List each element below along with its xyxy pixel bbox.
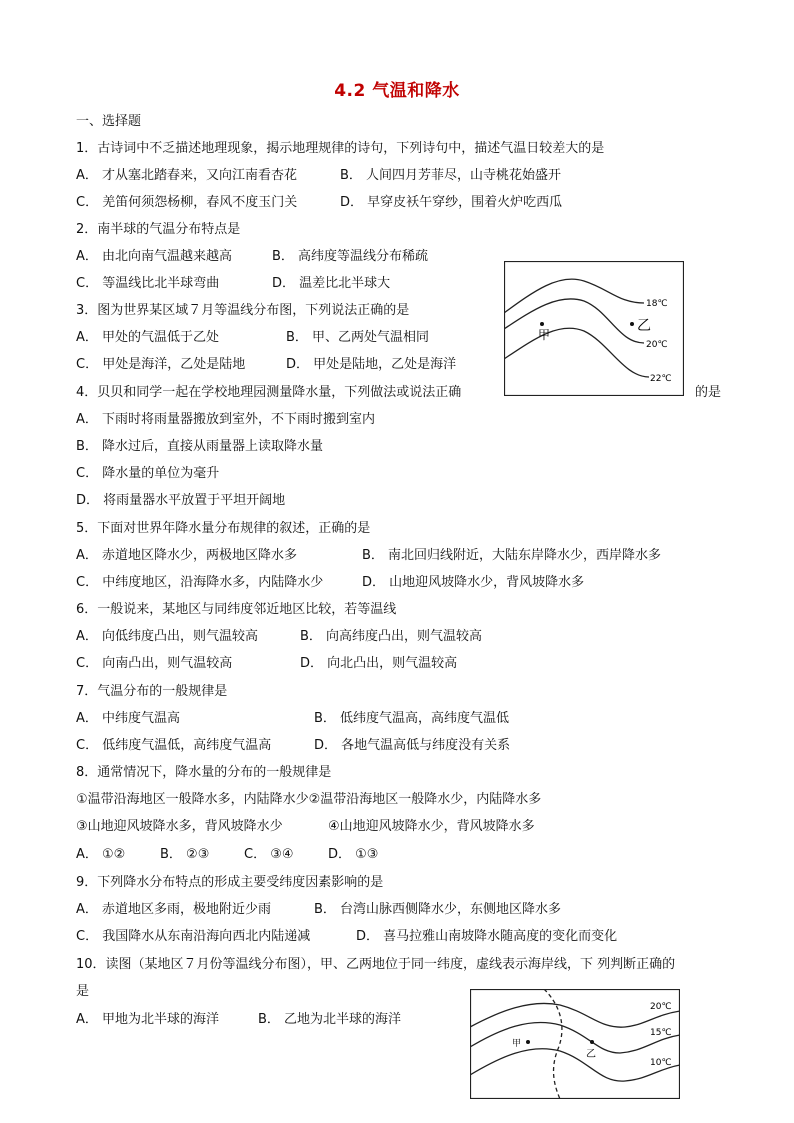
question-5-option-d[interactable]: D． 山地迎风坡降水少，背风坡降水多 (362, 575, 585, 590)
question-5-option-b[interactable]: B． 南北回归线附近，大陆东岸降水少，西岸降水多 (362, 548, 662, 563)
question-4-stem: 4．贝贝和同学一起在学校地理园测量降水量，下列做法或说法正确 (76, 385, 462, 400)
isotherm-map-figure-2 (470, 989, 680, 1099)
question-2-option-a[interactable]: A． 由北向南气温越来越高 (76, 249, 233, 264)
point-yi-marker (590, 1040, 594, 1044)
question-8-item-3: ③山地迎风坡降水多，背风坡降水少 (76, 819, 283, 834)
section-heading: 一、选择题 (76, 114, 142, 129)
point-jia-label: 甲 (512, 1039, 522, 1049)
isotherm-label-20: 20℃ (646, 340, 668, 350)
question-9-option-b[interactable]: B． 台湾山脉西侧降水少，东侧地区降水多 (314, 902, 562, 917)
isotherm-label-18: 18℃ (646, 299, 668, 309)
question-10-stem: 10．读图（某地区７月份等温线分布图），甲、乙两地位于同一纬度，虚线表示海岸线，下 列判断正确的 (76, 957, 676, 972)
isotherm-map-figure-1 (504, 261, 684, 396)
question-8-items-1-2: ①温带沿海地区一般降水多，内陆降水少②温带沿海地区一般降水少，内陆降水多 (76, 792, 542, 807)
question-1-option-c[interactable]: C． 羌笛何须怨杨柳，春风不度玉门关 (76, 195, 298, 210)
question-3-stem: 3．图为世界某区域７月等温线分布图，下列说法正确的是 (76, 303, 410, 318)
question-1-option-a[interactable]: A． 才从塞北踏春来，又向江南看杏花 (76, 168, 298, 183)
question-9-option-d[interactable]: D． 喜马拉雅山南坡降水随高度的变化而变化 (356, 929, 618, 944)
question-7-option-a[interactable]: A． 中纬度气温高 (76, 711, 181, 726)
question-9-option-c[interactable]: C． 我国降水从东南沿海向西北内陆递减 (76, 929, 311, 944)
question-8-option-a[interactable]: A． ①② (76, 847, 126, 862)
question-8-option-d[interactable]: D． ①③ (328, 847, 379, 862)
question-7-option-d[interactable]: D． 各地气温高低与纬度没有关系 (314, 738, 511, 753)
page-title: 4.2 气温和降水 (334, 81, 460, 101)
question-2-option-d[interactable]: D． 温差比北半球大 (272, 276, 391, 291)
question-6-option-c[interactable]: C． 向南凸出，则气温较高 (76, 656, 233, 671)
question-5-option-a[interactable]: A． 赤道地区降水少，两极地区降水多 (76, 548, 298, 563)
question-4-option-d[interactable]: D． 将雨量器水平放置于平坦开阔地 (76, 493, 286, 508)
question-6-option-d[interactable]: D． 向北凸出，则气温较高 (300, 656, 458, 671)
point-jia-marker (540, 322, 544, 326)
isotherm-label-20: 20℃ (650, 1002, 672, 1012)
question-6-option-a[interactable]: A． 向低纬度凸出，则气温较高 (76, 629, 259, 644)
question-8-item-4: ④山地迎风坡降水少，背风坡降水多 (328, 819, 535, 834)
question-6-option-b[interactable]: B． 向高纬度凸出，则气温较高 (300, 629, 483, 644)
question-7-stem: 7．气温分布的一般规律是 (76, 684, 228, 699)
point-yi-marker (630, 322, 634, 326)
question-3-option-d[interactable]: D． 甲处是陆地，乙处是海洋 (286, 357, 457, 372)
question-1-option-d[interactable]: D． 早穿皮袄午穿纱，围着火炉吃西瓜 (340, 195, 563, 210)
isotherm-label-15: 15℃ (650, 1028, 672, 1038)
question-10-option-a[interactable]: A． 甲地为北半球的海洋 (76, 1012, 220, 1027)
question-10-stem-cont: 是 (76, 984, 90, 999)
question-1-option-b[interactable]: B． 人间四月芳菲尽，山寺桃花始盛开 (340, 168, 562, 183)
question-3-option-c[interactable]: C． 甲处是海洋，乙处是陆地 (76, 357, 246, 372)
question-8-stem: 8．通常情况下，降水量的分布的一般规律是 (76, 765, 332, 780)
question-9-option-a[interactable]: A． 赤道地区多雨，极地附近少雨 (76, 902, 272, 917)
question-9-stem: 9．下列降水分布特点的形成主要受纬度因素影响的是 (76, 875, 384, 890)
question-2-option-b[interactable]: B． 高纬度等温线分布稀疏 (272, 249, 429, 264)
question-5-option-c[interactable]: C． 中纬度地区，沿海降水多，内陆降水少 (76, 575, 324, 590)
question-6-stem: 6．一般说来，某地区与同纬度邻近地区比较，若等温线 (76, 602, 397, 617)
question-7-option-b[interactable]: B． 低纬度气温高，高纬度气温低 (314, 711, 510, 726)
point-yi-label: 乙 (637, 318, 651, 334)
isotherm-label-22: 22℃ (650, 374, 672, 384)
question-4-stem-end: 的是 (695, 385, 722, 400)
question-10-option-b[interactable]: B． 乙地为北半球的海洋 (258, 1012, 402, 1027)
question-1-stem: 1．古诗词中不乏描述地理现象，揭示地理规律的诗句，下列诗句中，描述气温日较差大的是 (76, 141, 605, 156)
question-3-option-b[interactable]: B． 甲、乙两处气温相同 (286, 330, 430, 345)
point-jia-marker (526, 1040, 530, 1044)
question-7-option-c[interactable]: C． 低纬度气温低，高纬度气温高 (76, 738, 272, 753)
question-8-option-b[interactable]: B． ②③ (160, 847, 210, 862)
question-4-option-b[interactable]: B． 降水过后，直接从雨量器上读取降水量 (76, 439, 324, 454)
question-3-option-a[interactable]: A． 甲处的气温低于乙处 (76, 330, 220, 345)
question-2-option-c[interactable]: C． 等温线比北半球弯曲 (76, 276, 220, 291)
question-4-option-a[interactable]: A． 下雨时将雨量器搬放到室外，不下雨时搬到室内 (76, 412, 376, 427)
point-jia-label: 甲 (538, 328, 551, 342)
question-4-option-c[interactable]: C． 降水量的单位为毫升 (76, 466, 220, 481)
question-8-option-c[interactable]: C． ③④ (244, 847, 294, 862)
question-2-stem: 2．南半球的气温分布特点是 (76, 222, 241, 237)
point-yi-label: 乙 (586, 1049, 596, 1060)
isotherm-label-10: 10℃ (650, 1058, 672, 1068)
question-5-stem: 5．下面对世界年降水量分布规律的叙述，正确的是 (76, 521, 371, 536)
